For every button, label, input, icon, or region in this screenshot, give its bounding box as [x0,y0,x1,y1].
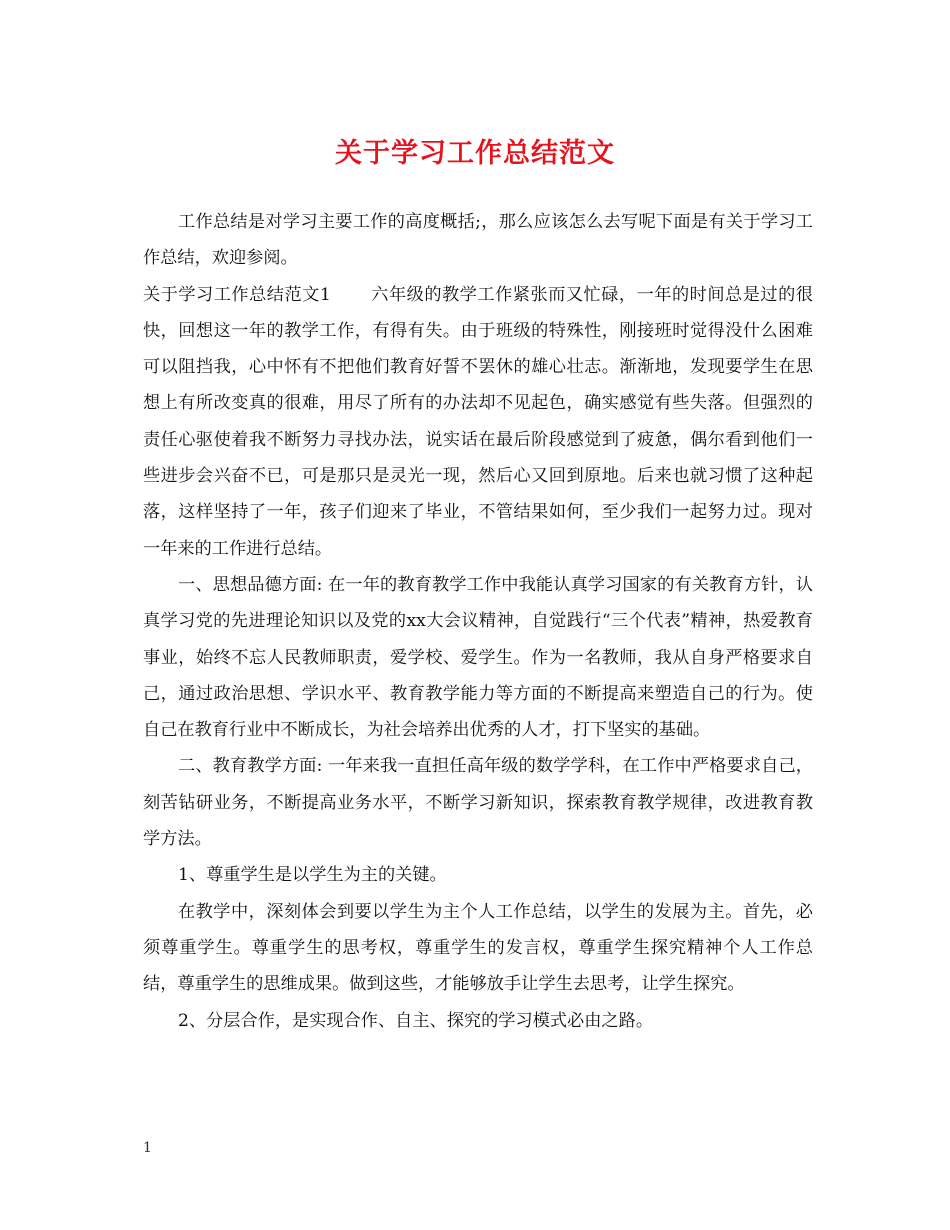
section-heading: 关于学习工作总结范文1 [143,284,331,305]
intro-paragraph: 工作总结是对学习主要工作的高度概括;，那么应该怎么去写呢下面是有关于学习工作总结，欢迎参阅。 [143,212,813,269]
document-title: 关于学习工作总结范文 [335,138,615,169]
page-number: 1 [143,1140,152,1156]
document-body [143,204,813,1039]
paragraph-teaching: 二、教育教学方面: 一年来我一直担任高年级的数学学科，在工作中严格要求自己，刻苦钻研业务，不断提高业务水平，不断学习新知识，探索教育教学规律，改进教育教学方法。 [143,756,813,850]
paragraph-point-1: 1、尊重学生是以学生为主的关键。 [178,865,447,886]
paragraph-point-2: 2、分层合作，是实现合作、自主、探究的学习模式必由之路。 [178,1010,654,1031]
section-paragraph-1 [143,277,813,567]
paragraph-1-text: 六年级的教学工作紧张而又忙碌，一年的时间总是过的很快，回想这一年的教学工作，有得有失。由于班级的特殊性，刚接班时觉得没什么困难可以阻挡我，心中怀有不把他们教育好誓不罢休的雄心壮志。渐渐地，发现要学生在思想上有所改变真的很难，用尽了所有的办法却不见起色，确实感觉有些失落。但强烈的责任心驱使着我不断努力寻找办法，说实话在最后阶段感觉到了疲惫，偶尔看到他们一些进步会兴奋不已，可是那只是灵光一现，然后心又回到原地。后来也就习惯了这种起落，这样坚持了一年，孩子们迎来了毕业，不管结果如何，至少我们一起努力过。现对一年来的工作进行总结。 [143,284,813,559]
paragraph-ideology: 一、思想品德方面: 在一年的教育教学工作中我能认真学习国家的有关教育方针，认真学习党的先进理论知识以及党的xx大会议精神，自觉践行“三个代表”精神，热爱教育事业，始终不忘人民教师职责，爱学校、爱学生。作为一名教师，我从自身严格要求自己，通过政治思想、学识水平、教育教学能力等方面的不断提高来塑造自己的行为。使自己在教育行业中不断成长，为社会培养出优秀的人才，打下坚实的基础。 [143,574,813,741]
paragraph-respect-students: 在教学中，深刻体会到要以学生为主个人工作总结，以学生的发展为主。首先，必须尊重学生。尊重学生的思考权，尊重学生的发言权，尊重学生探究精神个人工作总结，尊重学生的思维成果。做到这些，才能够放手让学生去思考，让学生探究。 [143,901,813,995]
